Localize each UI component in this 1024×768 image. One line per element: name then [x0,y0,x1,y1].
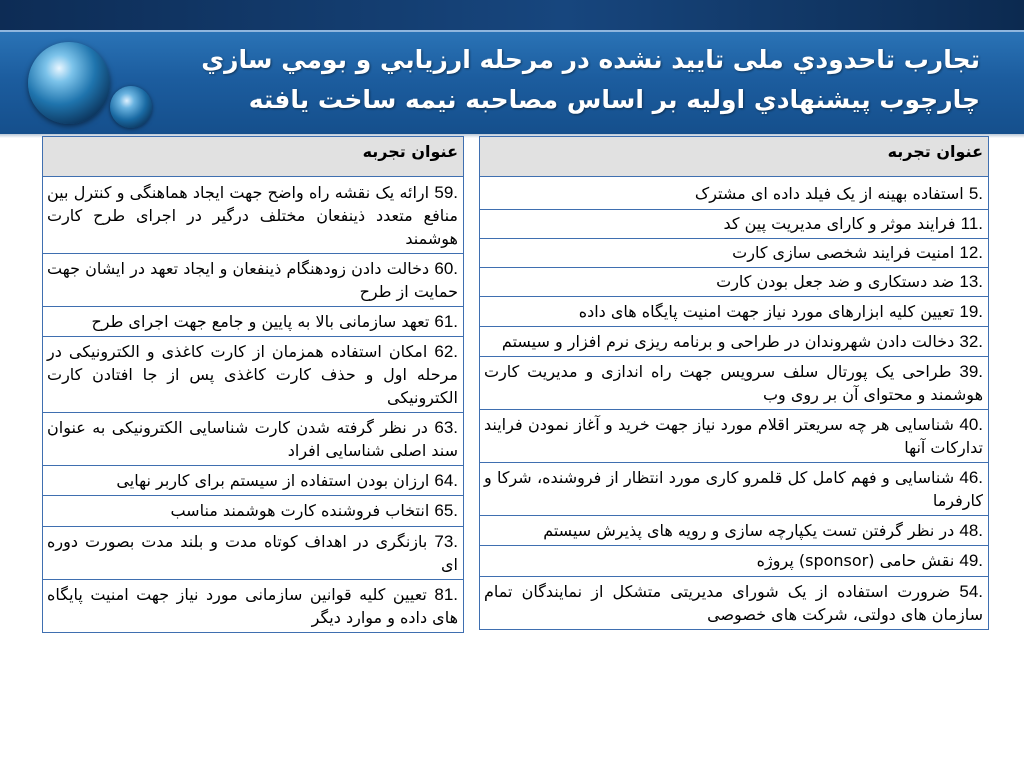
table-row [480,177,989,210]
row-number: 12. [959,243,983,262]
row-text: امکان استفاده همزمان از کارت کاغذی و الکترونیکی در مرحله اول و حذف کارت کاغذی پس از جا افتادن کارت الکترونیکی [47,342,458,407]
table-row [480,577,989,630]
right-table-header: عنوان تجربه [480,137,989,177]
row-number: 11. [960,214,983,233]
row-text: دخالت دادن شهروندان در طراحی و برنامه ریزی نرم افزار و سیستم [501,332,955,351]
table-row [480,357,989,410]
row-text: ضرورت استفاده از یک شورای مدیریتی متشکل از نمایندگان تمام سازمان های دولتی، شرکت های خصوصی [484,582,983,624]
row-text: دخالت دادن زودهنگام ذینفعان و ایجاد تعهد در ایشان جهت حمایت از طرح [47,259,458,301]
row-text: تعیین کلیه ابزارهای مورد نیاز جهت امنیت پایگاه های داده [578,302,955,321]
table-row [43,580,464,633]
table-row [480,297,989,327]
table-row [480,239,989,268]
row-text: ارزان بودن استفاده از سیستم برای کاربر نهایی [116,471,430,490]
row-number: 5. [968,184,983,203]
row-number: 65. [434,501,458,520]
row-number: 13. [959,272,983,291]
table-row [480,268,989,297]
row-text: در نظر گرفته شدن کارت شناسایی الکترونیکی به عنوان سند اصلی شناسایی افراد [47,418,458,460]
table-row [480,327,989,357]
row-number: 63. [434,418,458,437]
table-row [43,413,464,466]
row-text: طراحی یک پورتال سلف سرویس جهت راه اندازی و مدیریت کارت هوشمند و محتوای آن بر روی وب [484,362,983,404]
row-number: 46. [959,468,983,487]
right-experience-table [479,136,989,630]
table-row [43,527,464,580]
row-text: امنیت فرایند شخصی سازی کارت [732,243,955,262]
row-number: 48. [959,521,983,540]
table-row [43,496,464,527]
row-text: شناسایی هر چه سریعتر اقلام مورد نیاز جهت خرید و آغاز نمودن فرایند تدارکات آنها [484,415,983,457]
row-number: 49. [959,551,983,570]
table-row [480,410,989,463]
row-number: 19. [959,302,983,321]
table-row [480,546,989,577]
row-number: 39. [959,362,983,381]
top-bar [0,0,1024,30]
row-text: بازنگری در اهداف کوتاه مدت و بلند مدت بصورت دوره ای [47,532,458,574]
row-text: نقش حامی (sponsor) پروژه [756,551,955,570]
table-row [43,307,464,337]
left-experience-table [42,136,464,633]
row-number: 60. [434,259,458,278]
row-number: 61. [434,312,458,331]
table-row [43,177,464,254]
row-number: 40. [959,415,983,434]
globe-icon [28,42,110,124]
row-number: 73. [434,532,458,551]
small-globe-icon [110,86,152,128]
row-text: ضد دستکاری و ضد جعل بودن کارت [716,272,955,291]
left-table-header: عنوان تجربه [43,137,464,177]
table-row [480,210,989,239]
table-row [43,254,464,307]
row-text: انتخاب فروشنده کارت هوشمند مناسب [170,501,430,520]
row-number: 81. [434,585,458,604]
row-text: در نظر گرفتن تست یکپارچه سازی و رویه های پذیرش سیستم [543,521,955,540]
table-row [480,516,989,546]
row-number: 54. [959,582,983,601]
title-line-2: چارچوب پيشنهادي اوليه بر اساس مصاحبه نيمه ساخت يافته [248,85,980,114]
table-row [43,466,464,496]
row-number: 62. [434,342,458,361]
row-number: 32. [959,332,983,351]
table-row [43,337,464,413]
row-text: تعهد سازمانی بالا به پایین و جامع جهت اجرای طرح [91,312,430,331]
row-text: ارائه یک نقشه راه واضح جهت ایجاد هماهنگی و کنترل بین منافع متعدد ذینفعان مختلف درگیر در اجرای طرح کارت هوشمند [47,183,458,248]
row-number: 59. [434,183,459,202]
row-text: استفاده بهینه از یک فیلد داده ای مشترک [694,184,964,203]
title-line-1: تجارب تاحدودي ملی تاييد نشده در مرحله ارزيابي و بومي سازي [201,45,980,74]
slide-title [160,34,980,130]
row-number: 64. [434,471,458,490]
row-text: تعیین کلیه قوانین سازمانی مورد نیاز جهت امنیت پایگاه های داده و موارد دیگر [47,585,458,627]
row-text: فرایند موثر و کارای مدیریت پین کد [723,214,956,233]
table-row [480,463,989,516]
row-text: شناسایی و فهم کامل کل قلمرو کاری مورد انتظار از فروشنده، شرکا و کارفرما [484,468,983,510]
